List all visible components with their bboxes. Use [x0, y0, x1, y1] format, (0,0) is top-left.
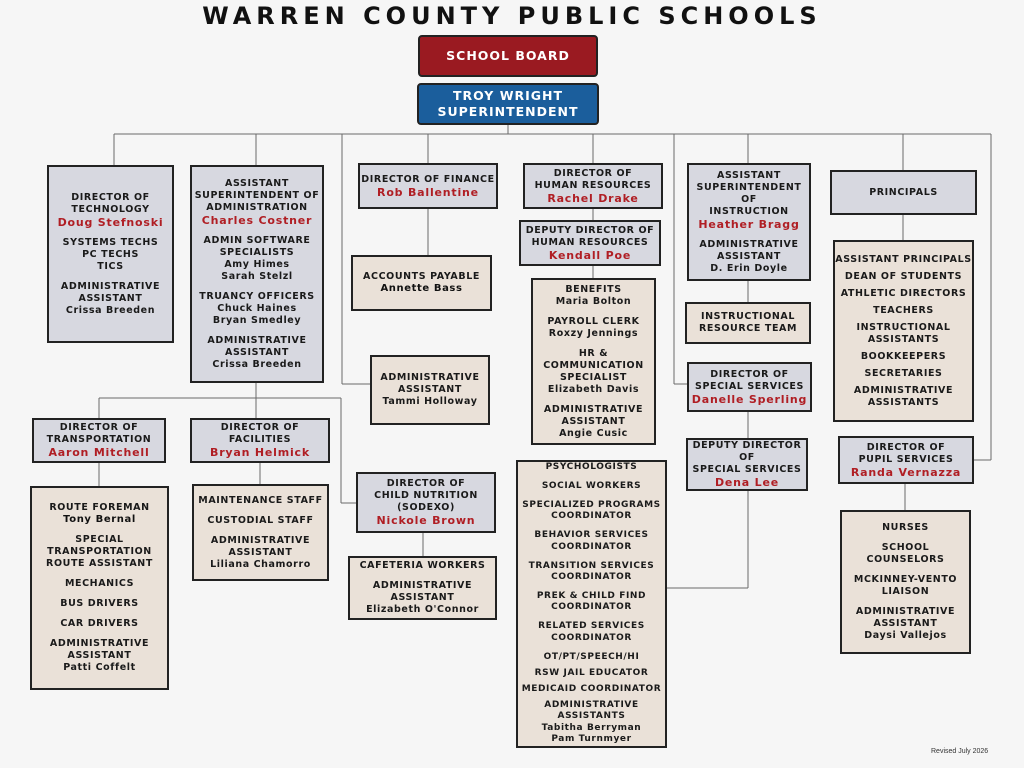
facilities-staff-box [192, 484, 329, 581]
admin-software-title-2: SPECIALISTS [219, 246, 295, 258]
admin-tammi-title: ADMINISTRATIVE [380, 372, 480, 383]
facilities-admin-title: ADMINISTRATIVE [210, 534, 311, 546]
finance-name: Rob Ballentine [377, 185, 479, 199]
principals-title: PRINCIPALS [869, 186, 938, 198]
facilities-staff-item: MAINTENANCE STAFF [198, 494, 323, 506]
payroll-title: PAYROLL CLERK [547, 315, 640, 327]
accounts-payable-name: Annette Bass [380, 283, 463, 294]
superintendent-name: TROY WRIGHT [452, 88, 564, 103]
asst-admin-title: ASSISTANT [225, 177, 289, 189]
facilities-staff-item: CUSTODIAL STAFF [207, 514, 314, 526]
admin-tammi-title-2: ASSISTANT [398, 384, 462, 395]
technology-staff-item: PC TECHS [82, 248, 139, 260]
special-services-deputy-box [686, 438, 808, 491]
irt-title-2: RESOURCE TEAM [698, 323, 798, 334]
cafeteria-title: CAFETERIA WORKERS [359, 560, 486, 571]
pupil-staff-item: LIAISON [881, 586, 930, 597]
instruction-title: ASSISTANT [717, 169, 781, 181]
transport-staff-item: CAR DRIVERS [60, 618, 139, 629]
transport-staff-item: MECHANICS [64, 578, 135, 589]
payroll-name: Roxzy Jennings [548, 327, 639, 339]
benefits-title: BENEFITS [565, 283, 622, 295]
hr-deputy-name: Kendall Poe [548, 248, 632, 262]
technology-admin-title: ADMINISTRATIVE [60, 280, 161, 292]
technology-admin-title-2: ASSISTANT [78, 292, 143, 304]
transportation-title-2: TRANSPORTATION [46, 434, 152, 445]
technology-director-name: Doug Stefnoski [57, 215, 164, 229]
page-title: WARREN COUNTY PUBLIC SCHOOLS [202, 2, 822, 30]
technology-staff-item: TICS [97, 260, 124, 272]
asst-supt-administration-box [190, 165, 324, 383]
special-title: DIRECTOR OF [710, 368, 789, 380]
school-staff-item: BOOKKEEPERS [860, 350, 947, 362]
school-board-label: SCHOOL BOARD [446, 48, 570, 63]
facilities-admin-title-2: ASSISTANT [228, 546, 293, 558]
special-deputy-name: Dena Lee [714, 476, 779, 489]
technology-admin-name: Crissa Breeden [65, 304, 156, 316]
nutrition-admin-name: Elizabeth O'Connor [366, 604, 479, 615]
nutrition-name: Nickole Brown [376, 514, 476, 527]
superintendent-title: SUPERINTENDENT [437, 104, 579, 119]
special-title-2: SPECIAL SERVICES [695, 380, 804, 392]
route-foreman-name: Tony Bernal [63, 514, 136, 525]
staff-item: SPECIALIZED PROGRAMS [522, 499, 661, 510]
hr-admin-title: ADMINISTRATIVE [543, 403, 644, 415]
benefits-name: Maria Bolton [555, 295, 632, 307]
staff-item: PREK & CHILD FIND [536, 590, 647, 601]
nutrition-title-2: CHILD NUTRITION [374, 490, 478, 501]
instruction-title-2: SUPERINTENDENT OF [696, 181, 802, 205]
hr-admin-name: Angie Cusic [559, 427, 628, 439]
transportation-box [32, 418, 166, 463]
school-staff-item: INSTRUCTIONAL [856, 321, 951, 333]
special-deputy-title-2: SPECIAL SERVICES [692, 464, 802, 475]
staff-item: TRANSITION SERVICES [528, 560, 655, 571]
staff-item: OT/PT/SPEECH/HI [543, 651, 640, 662]
hr-director-box [523, 163, 663, 209]
staff-item: COORDINATOR [551, 602, 632, 613]
asst-admin-assistant-title: ADMINISTRATIVE [207, 334, 307, 346]
hr-title-2: HUMAN RESOURCES [534, 179, 652, 191]
school-staff-item: ASSISTANTS [867, 333, 940, 345]
pupil-admin-name: Daysi Vallejos [864, 630, 947, 641]
technology-title: DIRECTOR OF [71, 191, 150, 203]
asst-supt-instruction-box [687, 163, 811, 281]
truancy-name: Chuck Haines [217, 302, 297, 314]
revised-note: Revised July 2026 [931, 748, 989, 755]
hr-comm-title: HR & COMMUNICATION [543, 347, 644, 371]
admin-software-name: Amy Himes [224, 258, 290, 270]
staff-item: COORDINATOR [551, 511, 632, 522]
staff-item: RSW JAIL EDUCATOR [534, 667, 649, 678]
staff-item: RELATED SERVICES [538, 621, 645, 632]
hr-admin-title-2: ASSISTANT [561, 415, 626, 427]
transport-admin-name: Patti Coffelt [63, 662, 136, 673]
asst-admin-title-2: SUPERINTENDENT OF [194, 189, 320, 201]
asst-admin-assistant-name: Crissa Breeden [212, 358, 302, 370]
accounts-payable-title: ACCOUNTS PAYABLE [363, 271, 480, 282]
transportation-title: DIRECTOR OF [59, 422, 139, 433]
instruction-title-3: INSTRUCTION [709, 205, 789, 217]
staff-item: COORDINATOR [551, 541, 632, 552]
facilities-name: Bryan Helmick [210, 446, 310, 459]
school-staff-item: ADMINISTRATIVE [853, 384, 954, 396]
pupil-staff-item: ADMINISTRATIVE [855, 606, 956, 617]
nutrition-staff-box [348, 556, 497, 620]
pupil-services-box [838, 436, 974, 484]
transport-staff-item: TRANSPORTATION [47, 546, 152, 557]
hr-title: DIRECTOR OF [553, 167, 633, 179]
facilities-title: DIRECTOR OF FACILITIES [220, 422, 300, 445]
pupil-title-2: PUPIL SERVICES [858, 453, 954, 465]
accounts-payable-box [351, 255, 492, 311]
staff-item: COORDINATOR [551, 632, 632, 643]
transportation-staff-box [30, 486, 169, 690]
asst-admin-assistant-title-2: ASSISTANT [225, 346, 289, 358]
admin-software-name: Sarah Stelzl [221, 270, 293, 282]
transport-admin-title: ADMINISTRATIVE [49, 638, 150, 649]
hr-comm-name: Elizabeth Davis [547, 383, 640, 395]
pupil-name: Randa Vernazza [850, 465, 962, 479]
instruction-admin-name: D. Erin Doyle [710, 262, 788, 274]
technology-box [47, 165, 174, 343]
finance-title: DIRECTOR OF FINANCE [361, 173, 495, 185]
staff-item: SOCIAL WORKERS [541, 480, 642, 491]
transport-staff-item: ROUTE ASSISTANT [46, 558, 153, 569]
special-services-staff-box [516, 460, 667, 748]
staff-admin-name: Tabitha Berryman [541, 722, 642, 733]
school-staff-item: ATHLETIC DIRECTORS [840, 287, 967, 299]
staff-item: COORDINATOR [551, 572, 632, 583]
nutrition-admin-title: ADMINISTRATIVE ASSISTANT [372, 580, 473, 603]
route-foreman-title: ROUTE FOREMAN [49, 502, 150, 513]
school-staff-item: TEACHERS [873, 304, 934, 316]
special-name: Danelle Sperling [691, 392, 808, 406]
hr-director-name: Rachel Drake [547, 191, 639, 205]
instruction-name: Heather Bragg [698, 217, 800, 231]
special-services-director-box [687, 362, 812, 412]
irt-title: INSTRUCTIONAL [700, 311, 796, 322]
asst-admin-name: Charles Costner [201, 213, 313, 227]
principals-box [830, 170, 977, 215]
school-staff-item: ASSISTANTS [867, 396, 940, 408]
hr-deputy-box [519, 220, 661, 266]
pupil-staff-item: SCHOOL [881, 542, 930, 553]
truancy-title: TRUANCY OFFICERS [199, 290, 315, 302]
hr-deputy-title-2: HUMAN RESOURCES [531, 236, 649, 248]
pupil-staff-box [840, 510, 971, 654]
finance-box [358, 163, 498, 209]
facilities-box [190, 418, 330, 463]
school-staff-item: DEAN OF STUDENTS [844, 270, 963, 282]
truancy-name: Bryan Smedley [212, 314, 302, 326]
nutrition-title-3: (SODEXO) [397, 502, 455, 513]
pupil-staff-item: COUNSELORS [866, 554, 945, 565]
transportation-name: Aaron Mitchell [48, 446, 150, 459]
hr-deputy-title: DEPUTY DIRECTOR OF [525, 224, 655, 236]
admin-assistant-tammi-box [370, 355, 490, 425]
school-staff-box [833, 240, 974, 422]
admin-software-title: ADMIN SOFTWARE [203, 234, 311, 246]
nutrition-title: DIRECTOR OF [386, 478, 466, 489]
staff-item: MEDICAID COORDINATOR [521, 683, 662, 694]
staff-item: ADMINISTRATIVE ASSISTANTS [544, 699, 639, 722]
transport-staff-item: BUS DRIVERS [60, 598, 139, 609]
technology-staff-item: SYSTEMS TECHS [62, 236, 159, 248]
special-deputy-title: DEPUTY DIRECTOR OF [692, 440, 802, 463]
child-nutrition-box [356, 472, 496, 533]
facilities-admin-name: Liliana Chamorro [210, 558, 311, 570]
pupil-staff-item: MCKINNEY-VENTO [853, 574, 958, 585]
staff-item: BEHAVIOR SERVICES [534, 530, 649, 541]
hr-comm-title-2: SPECIALIST [559, 371, 628, 383]
pupil-staff-item: ASSISTANT [873, 618, 938, 629]
staff-admin-name: Pam Turnmyer [551, 734, 632, 745]
admin-tammi-name: Tammi Holloway [382, 396, 478, 407]
pupil-title: DIRECTOR OF [866, 441, 946, 453]
hr-staff-box [531, 278, 656, 445]
staff-item: PSYCHOLOGISTS [545, 462, 638, 473]
superintendent-box [417, 83, 599, 125]
transport-staff-item: SPECIAL [75, 534, 124, 545]
school-board-box [418, 35, 598, 77]
pupil-staff-item: NURSES [882, 522, 929, 533]
transport-admin-title-2: ASSISTANT [67, 650, 132, 661]
instruction-admin-title-2: ASSISTANT [717, 250, 781, 262]
asst-admin-title-3: ADMINISTRATION [206, 201, 308, 213]
instructional-resource-team-box [685, 302, 811, 344]
school-staff-item: ASSISTANT PRINCIPALS [835, 253, 972, 265]
school-staff-item: SECRETARIES [864, 367, 943, 379]
instruction-admin-title: ADMINISTRATIVE [699, 238, 799, 250]
technology-title-2: TECHNOLOGY [71, 203, 150, 215]
